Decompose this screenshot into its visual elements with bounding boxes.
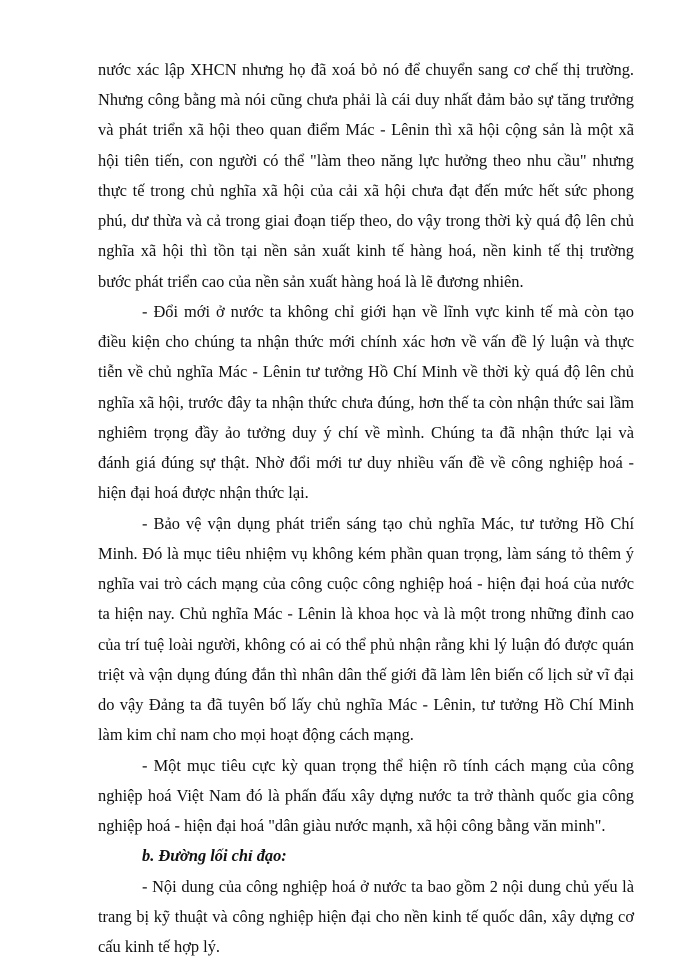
paragraph-1-line-4: hội tiên tiến, con người có thể "làm theo năng lực hưởng theo nhu cầu" nhưng: [98, 151, 634, 170]
section-heading: b. Đường lối chỉ đạo:: [142, 846, 287, 865]
paragraph-1-line-5: thực tế trong chủ nghĩa xã hội của cải xã hội chưa đạt đến mức hết sức phong: [98, 181, 634, 200]
paragraph-4-line-1: - Một mục tiêu cực kỳ quan trọng thể hiện rõ tính cách mạng của công: [142, 756, 634, 775]
paragraph-1-line-8: bước phát triển cao của nền sản xuất hàng hoá là lẽ đương nhiên.: [98, 272, 524, 291]
paragraph-3-line-1: - Bảo vệ vận dụng phát triển sáng tạo chủ nghĩa Mác, tư tưởng Hồ Chí: [142, 514, 634, 533]
paragraph-3-line-6: triệt và vận dụng đúng đắn thì nhân dân thế giới đã làm lên biến cố lịch sử vĩ đại: [98, 665, 634, 684]
paragraph-2-line-2: điều kiện cho chúng ta nhận thức mới chính xác hơn về vấn đề lý luận và thực: [98, 332, 634, 351]
paragraph-5-line-3: cấu kinh tế hợp lý.: [98, 937, 221, 956]
paragraph-3-line-4: ta hiện nay. Chủ nghĩa Mác - Lênin là khoa học và là một trong những đỉnh cao: [98, 604, 634, 623]
paragraph-2-line-4: nghĩa xã hội, trước đây ta nhận thức chưa đúng, hơn thế ta còn nhận thức sai lầm: [98, 393, 634, 412]
paragraph-5-line-1: - Nội dung của công nghiệp hoá ở nước ta bao gồm 2 nội dung chủ yếu là: [142, 877, 634, 896]
paragraph-1-line-1: nước xác lập XHCN nhưng họ đã xoá bỏ nó để chuyển sang cơ chế thị trường.: [98, 60, 634, 79]
paragraph-2-line-6: đánh giá đúng sự thật. Nhờ đổi mới tư duy nhiều vấn đề về công nghiệp hoá -: [98, 453, 634, 472]
paragraph-4-line-3: nghiệp hoá - hiện đại hoá "dân giàu nước mạnh, xã hội công bằng văn minh".: [98, 816, 606, 835]
paragraph-3-line-3: nghĩa vai trò cách mạng của công cuộc công nghiệp hoá - hiện đại hoá của nước: [98, 574, 634, 593]
paragraph-2-line-5: nghiêm trọng đầy ảo tưởng duy ý chí về mình. Chúng ta đã nhận thức lại và: [98, 423, 634, 442]
paragraph-2-line-1: - Đổi mới ở nước ta không chỉ giới hạn về lĩnh vực kinh tế mà còn tạo: [142, 302, 634, 321]
paragraph-5-line-2: trang bị kỹ thuật và công nghiệp hiện đại cho nền kinh tế quốc dân, xây dựng cơ: [98, 907, 634, 926]
paragraph-1-line-6: phú, dư thừa và cả trong giai đoạn tiếp theo, do vậy trong thời kỳ quá độ lên chủ: [98, 211, 634, 230]
paragraph-1-line-2: Nhưng công bằng mà nói cũng chưa phải là cái duy nhất đảm bảo sự tăng trưởng: [98, 90, 634, 109]
paragraph-2-line-3: tiễn về chủ nghĩa Mác - Lênin tư tưởng Hồ Chí Minh về thời kỳ quá độ lên chủ: [98, 362, 634, 381]
paragraph-3-line-8: làm kim chỉ nam cho mọi hoạt động cách mạng.: [98, 725, 414, 744]
paragraph-1-line-7: nghĩa xã hội thì tồn tại nền sản xuất kinh tế hàng hoá, nền kinh tế thị trường: [98, 241, 634, 260]
paragraph-4-line-2: nghiệp hoá Việt Nam đó là phấn đấu xây dựng nước ta trở thành quốc gia công: [98, 786, 634, 805]
paragraph-1-line-3: và phát triển xã hội theo quan điểm Mác - Lênin thì xã hội cộng sản là một xã: [98, 120, 634, 139]
paragraph-3-line-5: của trí tuệ loài người, không có ai có thể phủ nhận rằng khi lý luận đó được quán: [98, 635, 634, 654]
paragraph-3-line-7: do vậy Đảng ta đã tuyên bố lấy chủ nghĩa Mác - Lênin, tư tưởng Hồ Chí Minh: [98, 695, 634, 714]
paragraph-3-line-2: Minh. Đó là mục tiêu nhiệm vụ không kém phần quan trọng, làm sáng tỏ thêm ý: [98, 544, 634, 563]
paragraph-2-line-7: hiện đại hoá được nhận thức lại.: [98, 483, 309, 502]
